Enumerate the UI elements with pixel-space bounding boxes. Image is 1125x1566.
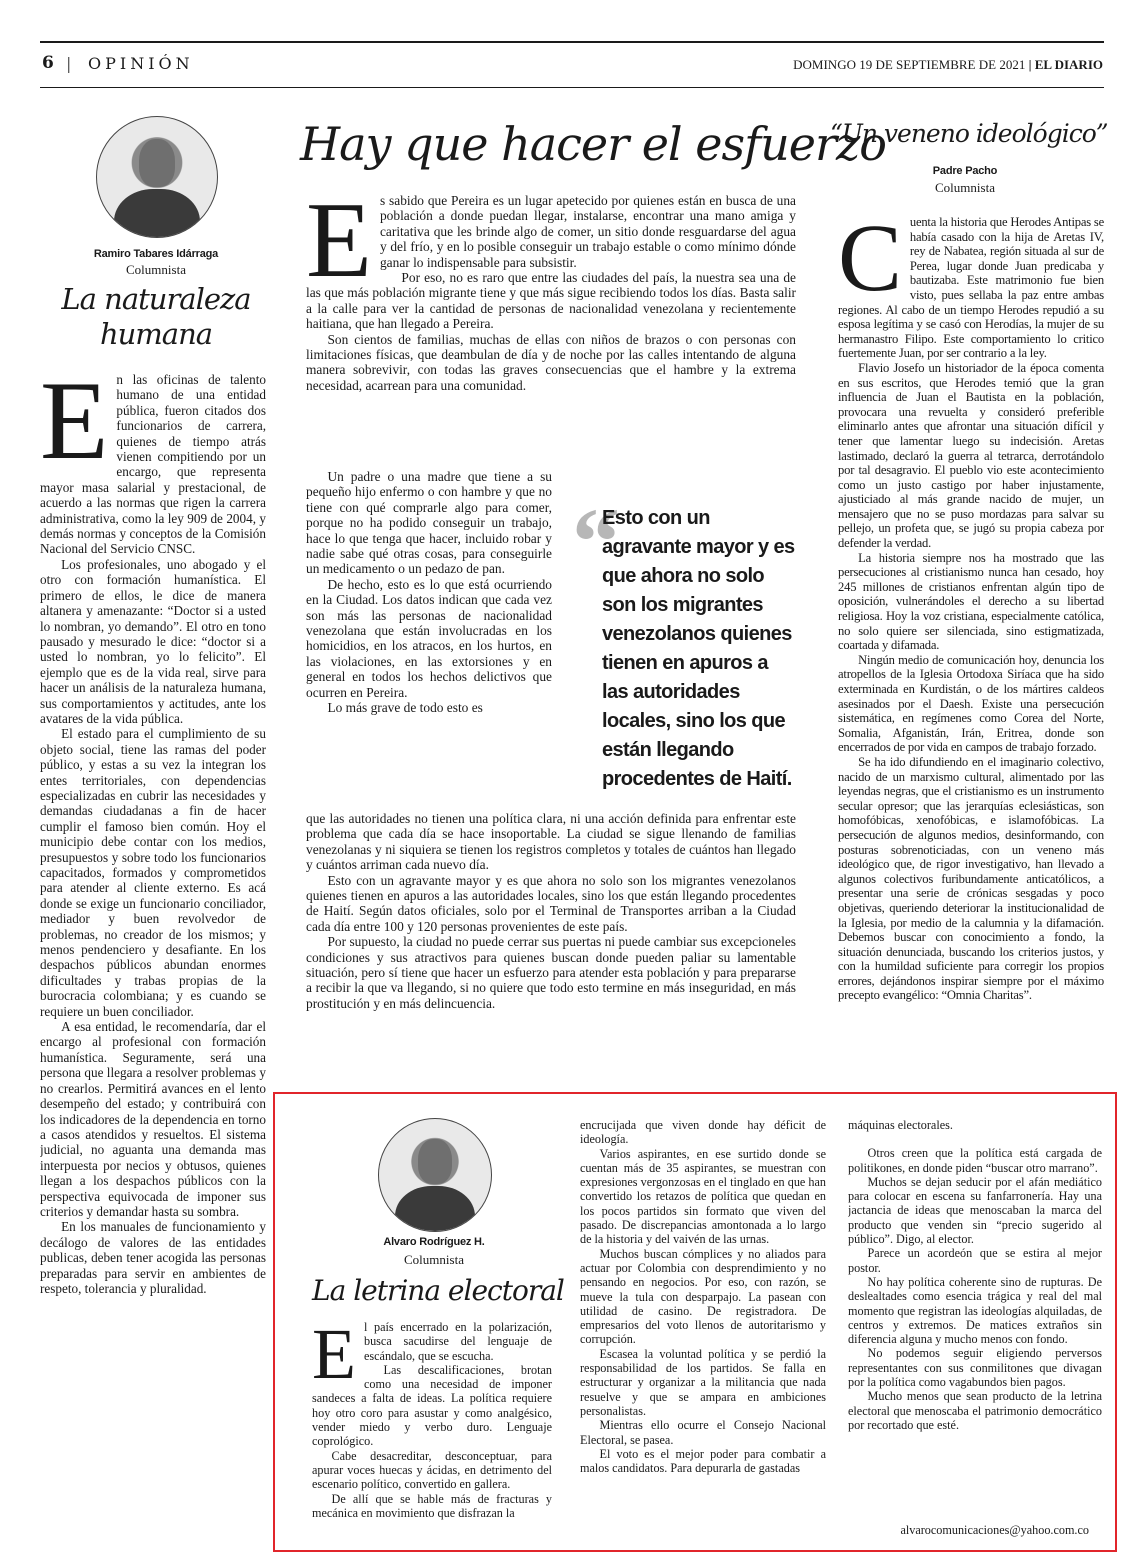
- paragraph: Escasea la voluntad política y se perdió la responsabilidad de los partidos. Se falla en estructurar y organizar a la militancia que nada resuelve y que se ampara en ambiciones personalistas.: [580, 1346, 826, 1418]
- dropcap-bottom: E: [312, 1320, 356, 1394]
- paragraph: El estado para el cumplimiento de su objeto social, tiene las ramas del poder público, y estas a su vez la integran los entes territoriales, con dependencias especializadas en cubrir las necesidades y demandas ciudadanas a fin de hacer cumplir el famoso bien común. Hoy el municipio debe contar con los medios, presupuestos y sobre todo los funcionarios capacitados, formados y comprometidos para atender al cliente externo. Es acá donde se exige un funcionario conciliador, mediador y buen revolvedor de problemas, no creador de los mismos; y menos pendenciero y desafiante. En los despachos públicos abundan enormes dificultades y trabas propias de la burocracia colombiana; y es cuando se requiere un buen conciliador.: [40, 726, 266, 1019]
- header-bottom-rule: [40, 87, 1104, 88]
- header-separator: |: [66, 54, 72, 73]
- issue-date: DOMINGO 19 DE SEPTIEMBRE DE 2021: [793, 57, 1026, 72]
- paragraph: Ningún medio de comunicación hoy, denuncia los atropellos de la Iglesia Ortodoxa Siríaca que ha sido exterminada en Kurdistán, o de los mártires caldeos asesinados por el Daesh. Existe una persecución sistemática, en regímenes como Corea del Norte, Somalia, Afganistán, Irán, Eritrea, donde son encerrados de por vida en campos de trabajo forzado.: [838, 652, 1104, 755]
- author-role-left: Columnista: [126, 262, 186, 277]
- headline-left: La naturaleza humana: [61, 282, 251, 351]
- main-article-narrow: [306, 469, 552, 810]
- main-article-top: [306, 193, 796, 468]
- paragraph: A esa entidad, le recomendaría, dar el encargo al profesional con formación humanística. Seguramente, será una persona que llegara a resolver problemas y no crearlos. Permitirá avances en el lento desempeño del estado; y contribuirá con los indicadores de la dependencia en torno a casos atendidos y resueltos. El sistema judicial, no aguanta una demanda mas interpuesta por necios y obtusos, quienes llegan a los despachos públicos con la perspectiva equivocada de imponer sus criterios y demandar hasta su sombra.: [40, 1019, 266, 1219]
- author-photo-ramiro: [96, 116, 218, 238]
- header-date-line: [793, 57, 1103, 73]
- paragraph: Se ha ido difundiendo en el imaginario colectivo, nacido de un marxismo cultural, alimentado por las leyendas negras, que el cristianismo es un instrumento secular opresor; que las jerarquías eclesiásticas, son homofóbicas, xenofóbicas, e islamofóbicas. La persecución de algunos medios, desinformando, con posturas sobrenoticiadas, con un veneno más ideológico que, de rigor investigativo, han llevado a algunos colectivos furibundamente anticatólicos, a presentar una serie de crónicas sesgadas y poco objetivas, queriendo deteriorar la institucionalidad de la Iglesia, por medio de la calumnia y la difamación. Debemos buscar con conocimiento a fondo, la situación denunciada, buscando los criterios justos, y con la humildad suficiente para corregir los propios errores, dejándonos inspirar siempre por el máximo precepto evangélico: “Omnia Charitas”.: [838, 754, 1104, 1003]
- main-article-bottom: [306, 811, 796, 1089]
- headline-right: “Un veneno ideológico”: [830, 119, 1108, 148]
- paragraph: En los manuales de funcionamiento y decálogo de valores de las entidades publicas, deben tener acogida las personas preparadas para servir en ambientes de respeto, tolerancia y pluralidad.: [40, 1219, 266, 1296]
- paragraph: Un padre o una madre que tiene a su pequeño hijo enfermo o con hambre y que no tiene con qué comprarle algo para comer, porque no ha podido conseguir un trabajo, hace lo que tenga que hacer, incluido robar y nadie sabe qué otras cosas, para conseguirle un medicamento o un pedazo de pan.: [306, 469, 552, 577]
- bottom-col-1: [312, 1320, 552, 1542]
- dropcap-main: E: [306, 193, 372, 300]
- paragraph: Mientras ello ocurre el Consejo Nacional Electoral, se pasea.: [580, 1418, 826, 1447]
- paragraph: Muchos buscan cómplices y no aliados para actuar por Colombia con desprendimiento y no pensando en negocios. Por eso, con razón, se mueve la tula con desparpajo. La pasean con utilidad de casino. De registradora. De empresarios del voto llenos de autoritarismo y corrupción.: [580, 1246, 826, 1347]
- column-left-body: [40, 372, 266, 1552]
- paragraph: máquinas electorales.: [848, 1118, 953, 1132]
- paragraph: encrucijada que viven donde hay déficit de ideología.: [580, 1118, 826, 1147]
- paragraph: Muchos se dejan seducir por el afán mediático para colocar en escena su fanfarronería. Hay una jactancia de ideas que menoscaban la marca del producto que venden sin “precio sugerido al público”. Digo, al elector.: [848, 1174, 1102, 1247]
- page-number: 6: [42, 53, 54, 73]
- paragraph: De allí que se hable más de fracturas y mecánica en movimiento que disfrazan la: [312, 1491, 552, 1520]
- paragraph: s sabido que Pereira es un lugar apetecido por quienes están en busca de una población a donde puedan llegar, instalarse, encontrar una mano amiga y caritativa que les brinde algo de comer, un sitio donde resguardarse del agua y del frío, y en lo posible conseguir un trabajo estable o como mínimo dónde ganar lo indispensable para subsistir.: [379, 193, 796, 270]
- paragraph: Parece un acordeón que se estira al mejor postor.: [848, 1246, 1102, 1275]
- section-name: OPINIÓN: [88, 54, 194, 73]
- paragraph: l país encerrado en la polarización, busca sacudirse del lenguaje de escándalo, que se escucha.: [363, 1320, 552, 1363]
- paragraph: Varios aspirantes, en ese surtido donde se cuentan más de 35 aspirantes, se muestran con expresiones vergonzosas en el tinglado en que han convertido los retazos de política que quedan en los pocos partidos sin formato que viven del pasado. De discrepancias amontonada a lo largo de la historia y del vaivén de las urnas.: [580, 1146, 826, 1247]
- author-email[interactable]: alvarocomunicaciones@yahoo.com.co: [900, 1523, 1089, 1537]
- paragraph: La historia siempre nos ha mostrado que las persecuciones al cristianismo nunca han cesado, hoy 245 millones de cristianos enfrentan algún tipo de oposición, vulnerándoles el derecho a su libertad religiosa. Hoy la voz cristiana, especialmente católica, no solo quiere ser silenciada, sino estigmatizada, coartada y difamada.: [838, 550, 1104, 653]
- pull-quote: Esto con un agravante mayor y es que ahora no solo son los migrantes venezolanos quienes tienen en apuros a las autoridades locales, sino los que están llegando procedentes de Haití.: [602, 507, 795, 790]
- headline-main: Hay que hacer el esfuerzo: [300, 117, 886, 171]
- quote-mark-icon: “: [572, 488, 620, 595]
- paragraph: Son cientos de familias, muchas de ellas con niños de brazos o con personas con limitaciones físicas, que deambulan de día y de noche por las calles intentando de alguna manera sobrevivir, con todas las graves consecuencias que el hambre y la extrema necesidad, acarrean para una comunidad.: [306, 331, 796, 393]
- paragraph: Flavio Josefo un historiador de la época comenta en sus escritos, que Herodes temió que la gran influencia de Juan el Bautista en la población, provocara una revuelta y consideró preferible eliminarlo antes que afrontar una situación difícil y tener que lamentar luego su indecisión. Aretas lastimado, declaró la guerra al tetrarca, derrotándolo por tal desagravio. El pueblo vio este acontecimiento como un justo castigo por haber injustamente, ajusticiado al más grande nacido de mujer, un mensajero que no se puso mordazas para salvar su pellejo, un profeta que, se jugó su propia cabeza por defender la verdad.: [838, 360, 1104, 551]
- paragraph: n las oficinas de talento humano de una entidad pública, fueron citados dos funcionarios de carrera, quienes de tiempo atrás vienen compitiendo por un encargo, que representa mayor masa salarial y prestacional, de acuerdo a las normas que rigen la carrera administrativa, como la ley 909 de 2004, y demás normas y conceptos de la Comisión Nacional del Servicio CNSC.: [40, 372, 266, 557]
- column-right-body: [838, 215, 1104, 1095]
- author-name-left: Ramiro Tabares Idárraga: [93, 248, 219, 260]
- dropcap-left: E: [40, 372, 109, 483]
- author-photo-alvaro: [378, 1118, 492, 1232]
- newspaper-name: EL DIARIO: [1034, 57, 1103, 72]
- author-role-bottom: Columnista: [404, 1252, 464, 1267]
- paragraph: Las descalificaciones, brotan como una necesidad de imponer sandeces a falta de ideas. La política requiere hoy otro coro para asustar y como analgésico, vender miedo y verbo duro. Lenguaje coprológico.: [312, 1362, 552, 1449]
- paragraph: que las autoridades no tienen una política clara, ni una acción definida para enfrentar este problema que cada día se hace insoportable. La ciudad se sigue llenando de familias venezolanas y ni siquiera se tienen los registros completos y totales de cuántos han llegado y cuántos arriman cada nuevo día.: [306, 811, 796, 873]
- paragraph: uenta la historia que Herodes Antipas se había casado con la hija de Aretas IV, rey de Nabatea, región situada al sur de Perea, lugar donde Juan predicaba y bautizaba. Este matrimonio fue bien visto, pues sellaba la paz entre ambas regiones. Al cabo de un tiempo Herodes repudió a su esposa legítima y se casó con Herodías, la mujer de su hermanastro Filipo. Este comportamiento lo critico fuertemente Juan, por ser contrario a la ley.: [838, 215, 1104, 361]
- paragraph: Otros creen que la política está cargada de politikones, en donde piden “buscar otro marrano”.: [848, 1146, 1102, 1175]
- header-top-rule: [40, 41, 1104, 43]
- paragraph: El voto es el mejor poder para combatir a malos candidatos. Para depurarla de gastadas: [580, 1446, 826, 1476]
- dropcap-right: C: [838, 215, 902, 311]
- paragraph: Por supuesto, la ciudad no puede cerrar sus puertas ni puede cambiar sus excepcioneles condiciones y sus atractivos para quienes buscan donde pueden paliar su lamentable situación, pero sí tiene que hacer un esfuerzo para atender esta población y para prepararse a recibir la que va llegando, si no quiere que todo esto termine en más inseguridad, en más prostitución y en más delincuencia.: [306, 934, 796, 1011]
- bottom-col-3: [848, 1118, 1102, 1526]
- author-role-right: Columnista: [935, 180, 995, 195]
- paragraph: No hay política coherente sino de rupturas. De deslealtades como esencia trágica y real del mal momento que registran las ideologías alquiladas, de centros y extremos. De matices extraños sin diferencia alguna y mucho menos con fondo.: [848, 1274, 1102, 1347]
- paragraph: Cabe desacreditar, desconceptuar, para apurar voces huecas y ácidas, en detrimento del escenario político, convertido en gallera.: [312, 1448, 552, 1492]
- paragraph: De hecho, esto es lo que está ocurriendo en la Ciudad. Los datos indican que cada vez son más las personas de nacionalidad venezolana que están involucradas en los homicidios, en los atracos, en los hurtos, en las violaciones, en las extorsiones y en general en todos los hechos delictivos que ocurren en Pereira.: [306, 576, 552, 700]
- paragraph: Los profesionales, uno abogado y el otro con formación humanística. El primero de ellos, le dice de manera altanera y amenazante: “Doctor si a usted lo nombran, yo demando”. El otro en tono pausado y mesurado le dice: “doctor si a usted lo nombran, yo lo felicito”. El ejemplo que es de la vida real, sirve para hacer un análisis de la naturaleza humana, sus comportamientos y actitudes, ante los avatares de la vida pública.: [40, 556, 266, 726]
- paragraph: No podemos seguir eligiendo perversos representantes con sus conmilitones que divagan por la política como vagabundos bien pagos.: [848, 1346, 1102, 1390]
- author-name-bottom: Alvaro Rodríguez H.: [383, 1236, 485, 1248]
- paragraph: Lo más grave de todo esto es: [327, 700, 483, 716]
- bottom-col-2: [580, 1118, 826, 1542]
- date-separator: |: [1028, 57, 1032, 72]
- headline-bottom: La letrina electoral: [312, 1274, 564, 1307]
- paragraph: Mucho menos que sean producto de la letrina electoral que menoscaba el patrimonio democrático por recortado que esté.: [848, 1389, 1102, 1432]
- paragraph: Por eso, no es raro que entre las ciudades del país, la nuestra sea una de las que más población migrante tiene y que más sigue recibiendo todos los días. Basta salir a la calle para ver la cantidad de personas de nacionalidad venezolana y recientemente haitiana, que han llegado a Pereira.: [306, 270, 796, 332]
- paragraph: Esto con un agravante mayor y es que ahora no solo son los migrantes venezolanos quienes tienen en apuros a las autoridades locales, sino los que están llegando procedentes de Haití. Según datos oficiales, solo por el Terminal de Transportes arriban a la Ciudad cada día entre 100 y 120 personas provenientes de este país.: [306, 872, 796, 934]
- author-name-right: Padre Pacho: [932, 165, 998, 177]
